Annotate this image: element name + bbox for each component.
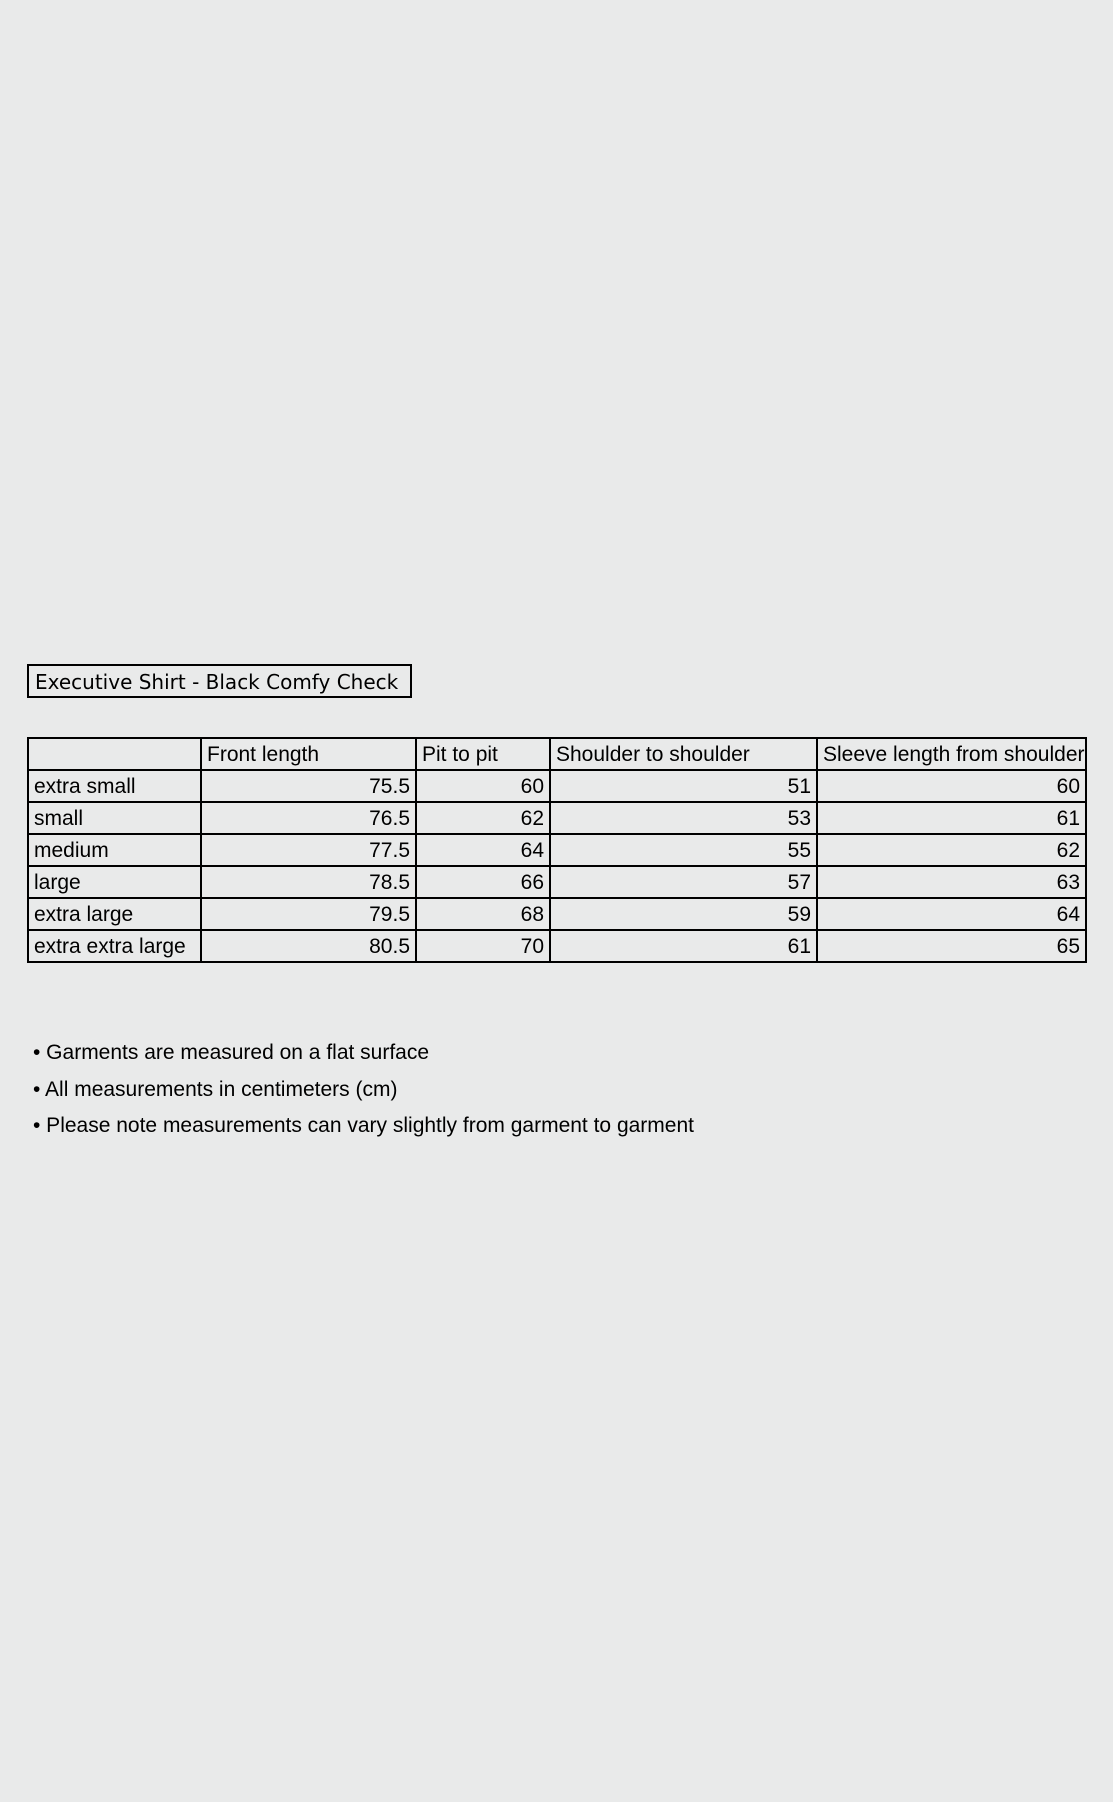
shoulder-to-shoulder-cell: 51	[550, 770, 817, 802]
pit-to-pit-cell: 66	[416, 866, 550, 898]
shoulder-to-shoulder-cell: 59	[550, 898, 817, 930]
sleeve-length-cell: 61	[817, 802, 1086, 834]
sleeve-length-cell: 65	[817, 930, 1086, 962]
table-row	[28, 898, 1086, 930]
header-cell-pit-to-pit: Pit to pit	[416, 738, 550, 770]
front-length-cell: 79.5	[201, 898, 416, 930]
front-length-cell: 80.5	[201, 930, 416, 962]
table-row	[28, 802, 1086, 834]
sleeve-length-cell: 60	[817, 770, 1086, 802]
size-cell: extra large	[28, 898, 201, 930]
size-cell: small	[28, 802, 201, 834]
shoulder-to-shoulder-cell: 57	[550, 866, 817, 898]
sleeve-length-cell: 62	[817, 834, 1086, 866]
header-cell-corner	[28, 738, 201, 770]
pit-to-pit-cell: 70	[416, 930, 550, 962]
note-units: • All measurements in centimeters (cm)	[33, 1077, 398, 1101]
size-cell: medium	[28, 834, 201, 866]
pit-to-pit-cell: 62	[416, 802, 550, 834]
table-header-row	[28, 738, 1086, 770]
table-row	[28, 834, 1086, 866]
table-row	[28, 770, 1086, 802]
front-length-cell: 78.5	[201, 866, 416, 898]
table-row	[28, 930, 1086, 962]
header-cell-front-length: Front length	[201, 738, 416, 770]
pit-to-pit-cell: 64	[416, 834, 550, 866]
pit-to-pit-cell: 60	[416, 770, 550, 802]
size-chart-table	[27, 737, 1087, 963]
header-cell-shoulder-to-shoulder: Shoulder to shoulder	[550, 738, 817, 770]
front-length-cell: 75.5	[201, 770, 416, 802]
table-row	[28, 866, 1086, 898]
shoulder-to-shoulder-cell: 53	[550, 802, 817, 834]
sleeve-length-cell: 63	[817, 866, 1086, 898]
front-length-cell: 76.5	[201, 802, 416, 834]
pit-to-pit-cell: 68	[416, 898, 550, 930]
sleeve-length-cell: 64	[817, 898, 1086, 930]
size-cell: large	[28, 866, 201, 898]
measurement-notes	[33, 1035, 694, 1145]
note-flat-surface: • Garments are measured on a flat surface	[33, 1041, 430, 1064]
size-cell: extra small	[28, 770, 201, 802]
note-variance: • Please note measurements can vary slightly from garment to garment	[33, 1114, 694, 1137]
size-cell: extra extra large	[28, 930, 201, 962]
shoulder-to-shoulder-cell: 55	[550, 834, 817, 866]
product-title: Executive Shirt - Black Comfy Check	[27, 664, 412, 698]
front-length-cell: 77.5	[201, 834, 416, 866]
shoulder-to-shoulder-cell: 61	[550, 930, 817, 962]
header-cell-sleeve-length: Sleeve length from shoulder	[817, 738, 1086, 770]
